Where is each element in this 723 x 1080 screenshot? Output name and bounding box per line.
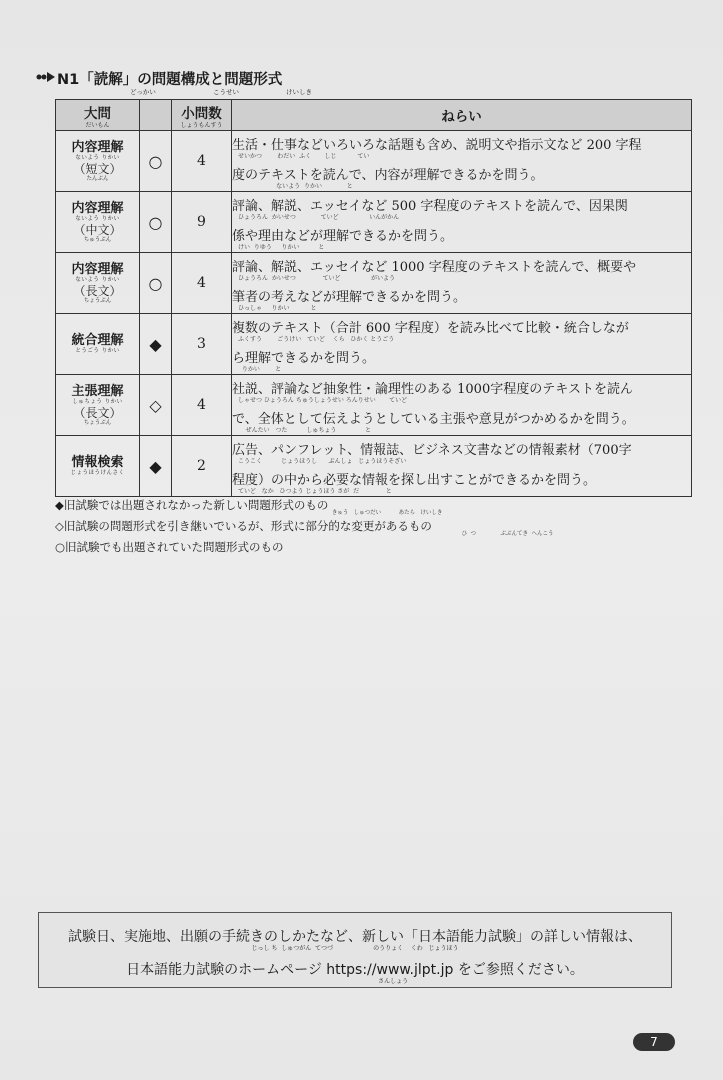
row-count: 4 [172, 131, 232, 192]
section-title [36, 68, 356, 94]
header-count: 小問数 しょうもんすう [172, 100, 232, 131]
table-row [56, 192, 692, 253]
title-ruby-dokkai: どっかい [130, 88, 156, 96]
row-category: 内容理解 ないよう りかい （短文） たんぶん [56, 131, 140, 192]
legend [55, 498, 575, 561]
row-mark-icon: ○ [140, 253, 172, 314]
row-mark-icon: ◇ [140, 375, 172, 436]
header-mark [140, 100, 172, 131]
row-description: 生活・仕事などいろいろな話題も含め、説明文や指示文など 200 字程 度のテキストを読んで、内容が理解できるかを問う。 せいかつ わだい ふく しじ てい ないよう りかい と [232, 131, 692, 192]
table-row [56, 253, 692, 314]
info-box [38, 912, 672, 988]
arrow-bullet-icon [36, 71, 56, 83]
row-category: 主張理解 しゅちょう りかい （長文） ちょうぶん [56, 375, 140, 436]
section-title-text: N1「読解」の問題構成と問題形式 [57, 72, 283, 88]
row-count: 2 [172, 436, 232, 497]
title-ruby-keishiki: けいしき [286, 88, 312, 96]
row-count: 3 [172, 314, 232, 375]
page-number: 7 [633, 1033, 675, 1051]
table-row [56, 436, 692, 497]
row-description: 社説、評論など抽象性・論理性のある 1000字程度のテキストを読ん で、全体として伝えようとしている主張や意見がつかめるかを問う。 しゃせつ ひょうろん ちゅうしょうせい ろんりせい ていど ぜんたい つた しゅちょう と [232, 375, 692, 436]
title-ruby-kousei: こうせい [213, 88, 239, 96]
row-mark-icon: ◆ [140, 314, 172, 375]
info-line-1: 試験日、実施地、出願の手続きのしかたなど、新しい「日本語能力試験」の詳しい情報は、 じっし ち しゅつがん てつづ のうりょく くわ じょうほう [68, 929, 642, 952]
info-line-2: 日本語能力試験のホームページ https://www.jlpt.jp をご参照ください。 さんしょう [126, 962, 584, 985]
row-mark-icon: ○ [140, 131, 172, 192]
row-category: 情報検索 じょうほうけんさく [56, 436, 140, 497]
row-description: 広告、パンフレット、情報誌、ビジネス文書などの情報素材（700字 程度）の中から必要な情報を探し出すことができるかを問う。 こうこく じょうほうし ぶんしょ じょうほうそざい ていど なか ひつよう じょうほう さが だ と [232, 436, 692, 497]
table-row [56, 131, 692, 192]
legend-item-new: ◆旧試験では出題されなかった新しい問題形式のもの きゅう しゅつだい あたら けいしき [55, 498, 443, 516]
row-count: 4 [172, 253, 232, 314]
row-mark-icon: ○ [140, 192, 172, 253]
table-header-row [56, 100, 692, 131]
legend-item-same: ○旧試験でも出題されていた問題形式のもの [55, 540, 284, 554]
table-row [56, 314, 692, 375]
row-description: 評論、解説、エッセイなど 1000 字程度のテキストを読んで、概要や 筆者の考えなどが理解できるかを問う。 ひょうろん かいせつ ていど がいよう ひっしゃ りかい と [232, 253, 692, 314]
row-category: 内容理解 ないよう りかい （長文） ちょうぶん [56, 253, 140, 314]
row-description: 評論、解説、エッセイなど 500 字程度のテキストを読んで、因果関 係や理由などが理解できるかを問う。 ひょうろん かいせつ ていど いんがかん けい りゆう りかい と [232, 192, 692, 253]
legend-item-modified: ◇旧試験の問題形式を引き継いでいるが、形式に部分的な変更があるもの ひ つ ぶぶんてき へんこう [55, 519, 554, 537]
row-description: 複数のテキスト（合計 600 字程度）を読み比べて比較・統合しなが ら理解できるかを問う。 ふくすう ごうけい ていど くら ひかく とうごう りかい と [232, 314, 692, 375]
header-aim: ねらい [232, 100, 692, 131]
row-count: 9 [172, 192, 232, 253]
table-row [56, 375, 692, 436]
row-mark-icon: ◆ [140, 436, 172, 497]
header-category: 大問 だいもん [56, 100, 140, 131]
reading-structure-table [55, 99, 692, 497]
row-count: 4 [172, 375, 232, 436]
row-category: 内容理解 ないよう りかい （中文） ちゅうぶん [56, 192, 140, 253]
row-category: 統合理解 とうごう りかい [56, 314, 140, 375]
